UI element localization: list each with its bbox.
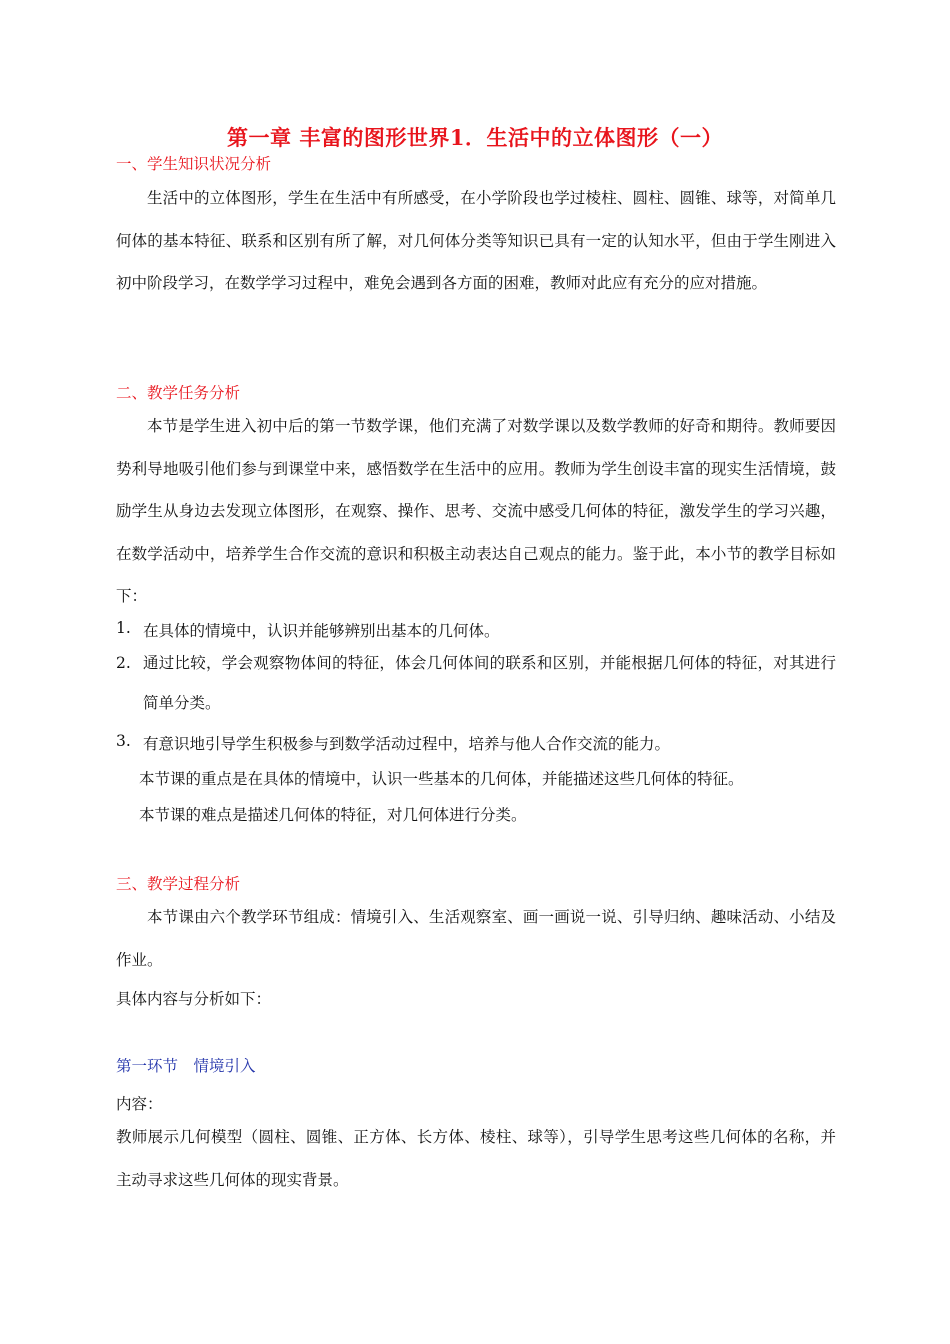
document-title: 第一章 丰富的图形世界1．生活中的立体图形（一） <box>227 125 723 150</box>
goal-item: 有意识地引导学生积极参与到数学活动过程中，培养与他人合作交流的能力。 <box>143 735 671 753</box>
goal-item: 在具体的情境中，认识并能够辨别出基本的几何体。 <box>143 622 500 640</box>
key-point-text: 本节课的重点是在具体的情境中，认识一些基本的几何体，并能描述这些几何体的特征。 <box>139 770 744 788</box>
stage-heading-situation-intro: 第一环节 情境引入 <box>116 1057 256 1075</box>
goal-number: 1. <box>116 619 131 637</box>
section-paragraph-student-knowledge: 生活中的立体图形，学生在生活中有所感受，在小学阶段也学过棱柱、圆柱、圆锥、球等，对简单几何体的基本特征、联系和区别有所了解，对几何体分类等知识已具有一定的认知水平，但由于学生刚进入初中阶段学习，在数学学习过程中，难免会遇到各方面的困难，教师对此应有充分的应对措施。 <box>116 189 836 292</box>
goal-number: 3. <box>116 732 131 750</box>
content-label: 内容： <box>116 1095 163 1113</box>
goal-number: 2. <box>116 654 131 672</box>
section-paragraph-teaching-task: 本节是学生进入初中后的第一节数学课，他们充满了对数学课以及数学教师的好奇和期待。教师要因势利导地吸引他们参与到课堂中来，感悟数学在生活中的应用。教师为学生创设丰富的现实生活情境，鼓励学生从身边去发现立体图形，在观察、操作、思考、交流中感受几何体的特征，激发学生的学习兴趣，在数学活动中，培养学生合作交流的意识和积极主动表达自己观点的能力。鉴于此，本小节的教学目标如下： <box>116 417 836 605</box>
section-heading-teaching-task: 二、教学任务分析 <box>116 384 241 402</box>
difficult-point-text: 本节课的难点是描述几何体的特征，对几何体进行分类。 <box>139 806 527 824</box>
section-heading-teaching-process: 三、教学过程分析 <box>116 875 241 893</box>
section-heading-student-knowledge: 一、学生知识状况分析 <box>116 155 272 173</box>
stage-content-paragraph: 教师展示几何模型（圆柱、圆锥、正方体、长方体、棱柱、球等），引导学生思考这些几何体的名称，并主动寻求这些几何体的现实背景。 <box>116 1128 836 1189</box>
detail-intro-text: 具体内容与分析如下： <box>116 990 272 1008</box>
goal-item: 通过比较，学会观察物体间的特征，体会几何体间的联系和区别，并能根据几何体的特征，对其进行简单分类。 <box>143 654 836 712</box>
section-paragraph-teaching-process: 本节课由六个教学环节组成：情境引入、生活观察室、画一画说一说、引导归纳、趣味活动、小结及作业。 <box>116 908 836 969</box>
